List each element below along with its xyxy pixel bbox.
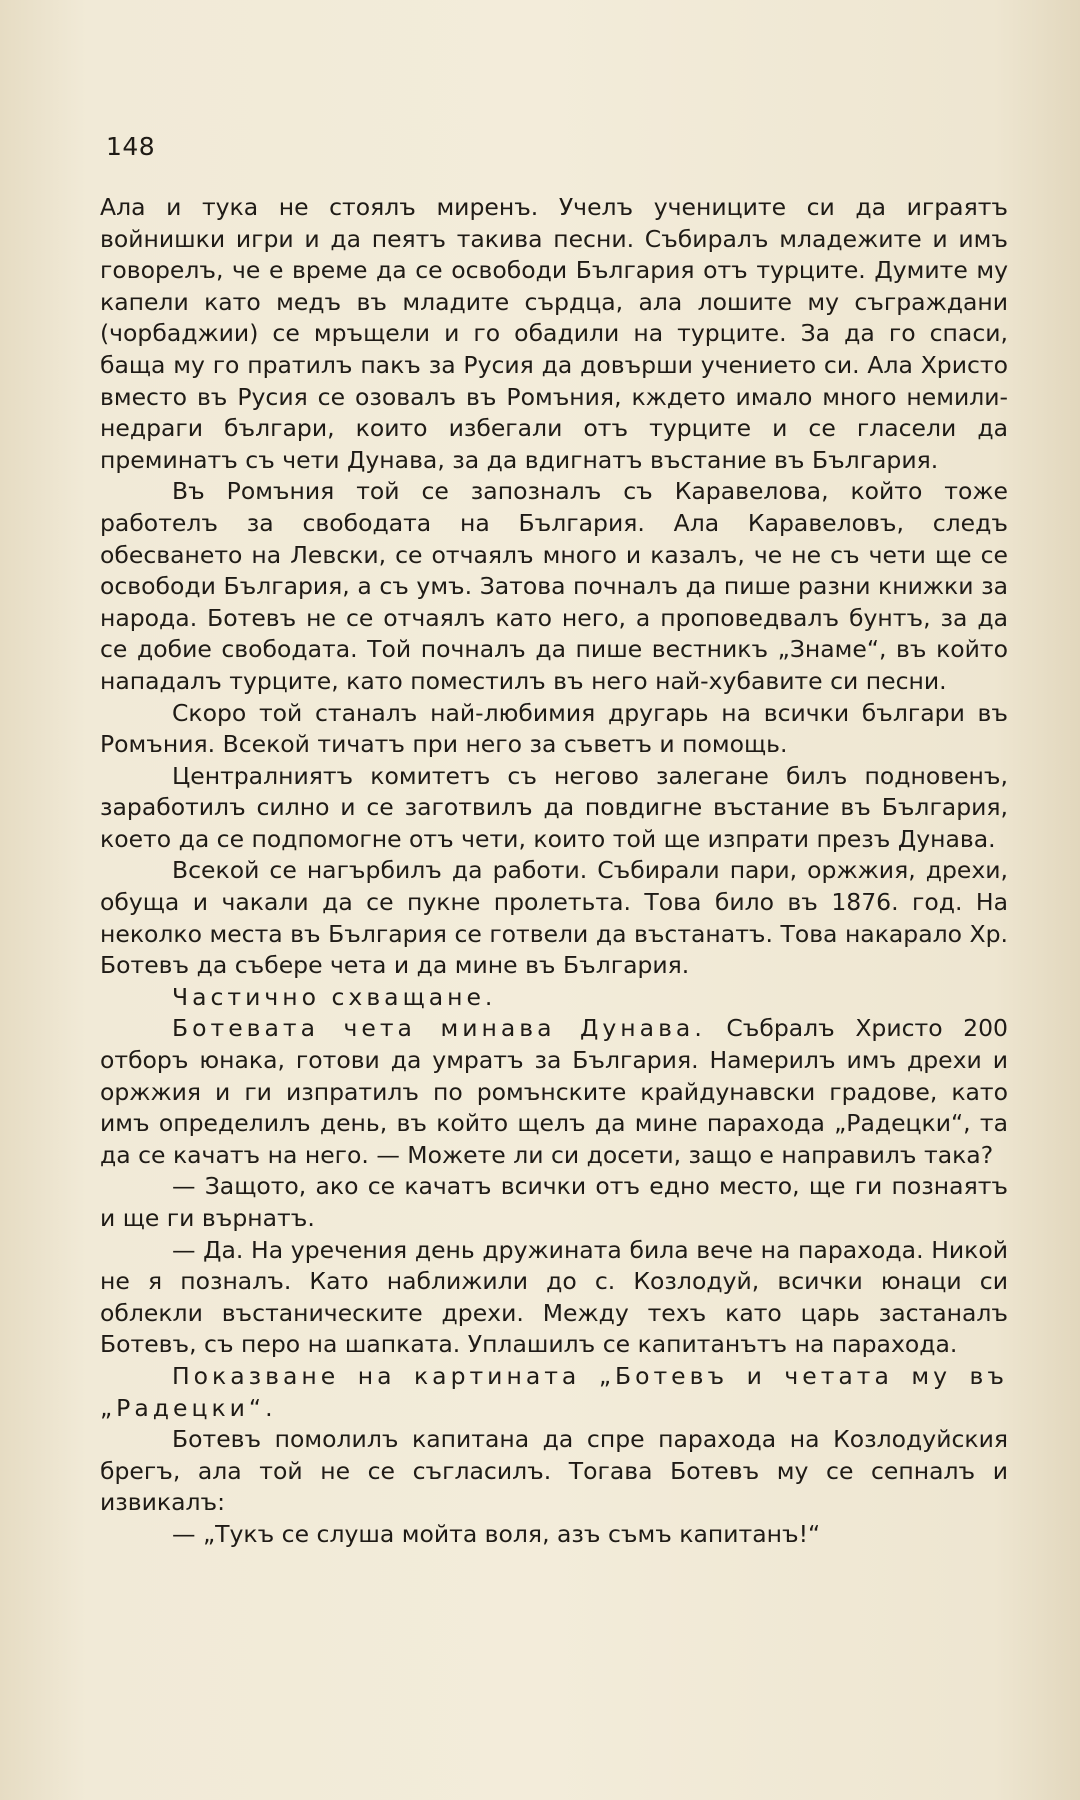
- section-heading-text: Частично схващане.: [172, 982, 497, 1011]
- paragraph-3: Скоро той станалъ най-любимия другарь на всички българи въ Ромъния. Всекой тичатъ при него за съветъ и помощь.: [100, 698, 1008, 759]
- picture-instruction: [100, 1361, 1008, 1424]
- paragraph-6: [100, 1013, 1008, 1171]
- section-heading-partial-understanding: [100, 982, 1008, 1014]
- paragraph-7: — Защото, ако се качатъ всички отъ едно место, ще ги познаятъ и ще ги върнатъ.: [100, 1172, 1008, 1232]
- paragraph-4: Централниятъ комитетъ съ негово залегане билъ подновенъ, заработилъ силно и се заготвилъ да повдигне въстание въ България, което да се подпомогне отъ чети, които той ще изпрати презъ Дунава.: [100, 761, 1008, 853]
- paragraph-8: — Да. На уречения день дружината била вече на парахода. Никой не я позналъ. Като наближили до с. Козлодуй, всички юнаци си облекли въстаническите дрехи. Между техъ като царь застаналъ Ботевъ, съ перо на шапката. Уплашилъ се капитанътъ на парахода.: [100, 1235, 1008, 1359]
- page-number: 148: [106, 132, 156, 161]
- paragraph-5: Всекой се нагърбилъ да работи. Събирали пари, оржжия, дрехи, обуща и чакали да се пукне пролетьта. Това било въ 1876. год. На неколко места въ България се готвели да въстанатъ. Това накарало Хр. Ботевъ да събере чета и да мине въ България.: [100, 856, 1008, 980]
- body-text: [100, 192, 1008, 1551]
- paragraph-9: Ботевъ помолилъ капитана да спре парахода на Козлодуйския брегъ, ала той не се съгласилъ. Тогава Ботевъ му се сепналъ и извикалъ:: [100, 1425, 1008, 1517]
- paragraph-2: Въ Ромъния той се запозналъ съ Каравелова, който тоже работелъ за свободата на България. Ала Каравеловъ, следъ обесването на Левски, се отчаялъ много и казалъ, че не съ чети ще се освободи България, а съ умъ. Затова почналъ да пише разни книжки за народа. Ботевъ не се отчаялъ като него, а проповедвалъ бунтъ, за да се добие свободата. Той почналъ да пише вестникъ „Знаме“, въ който нападалъ турците, като поместилъ въ него най-хубавите си песни.: [100, 477, 1008, 695]
- picture-instruction-text: Показване на картината „Ботевъ и четата му въ „Радецки“.: [100, 1361, 1008, 1422]
- paragraph-6-text: Събралъ Христо 200 отборъ юнака, готови да умратъ за България. Намерилъ имъ дрехи и оржжия и ги изпратилъ по ромънските крайдунавски градове, като имъ определилъ день, въ който щелъ да мине парахода „Радецки“, та да се качатъ на него. — Можете ли си досети, защо е направилъ така?: [100, 1014, 1008, 1169]
- paragraph-10: — „Тукъ се слуша мойта воля, азъ съмъ капитанъ!“: [172, 1519, 821, 1548]
- paragraph-1: Ала и тука не стоялъ миренъ. Учелъ учениците си да играятъ войнишки игри и да пеятъ такива песни. Събиралъ младежите и имъ говорелъ, че е време да се освободи България отъ турците. Думите му капели като медъ въ младите сърдца, ала лошите му съграждани (чорбаджии) се мръщели и го обадили на турците. За да го спаси, баща му го пратилъ пакъ за Русия да довърши учението си. Ала Христо вместо въ Русия се озовалъ въ Ромъния, кждето имало много немили-недраги българи, които избегали отъ турците и се гласели да преминатъ съ чети Дунава, за да вдигнатъ въстание въ България.: [100, 193, 1008, 474]
- paragraph-6-lead: Ботевата чета минава Дунава.: [172, 1014, 706, 1043]
